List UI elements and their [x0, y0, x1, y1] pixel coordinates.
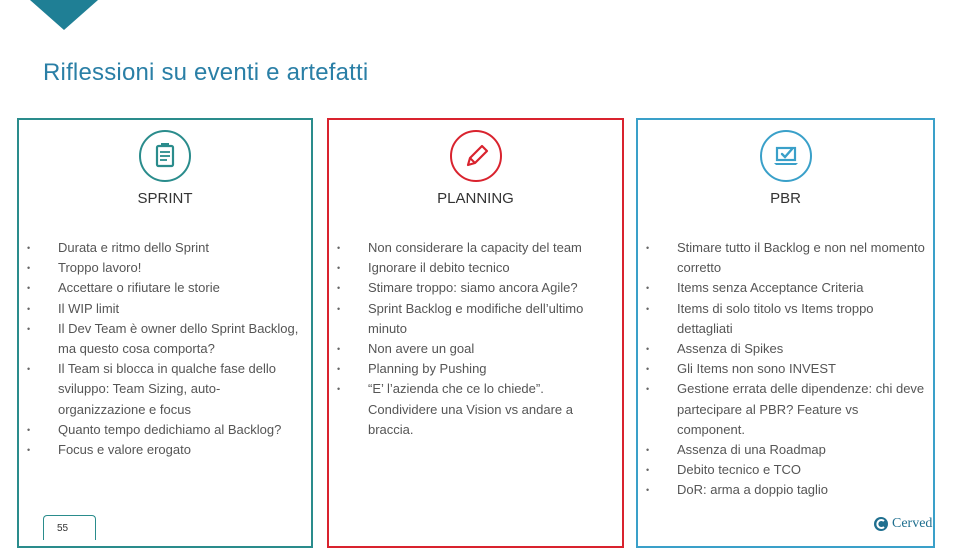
list-item: • Gestione errata delle dipendenze: chi deve partecipare al PBR? Feature vs component.: [646, 379, 926, 440]
list-item: • Gli Items non sono INVEST: [646, 359, 926, 379]
list-item: • Stimare troppo: siamo ancora Agile?: [337, 278, 612, 298]
list-item: • Quanto tempo dedichiamo al Backlog?: [27, 420, 302, 440]
list-item: • Stimare tutto il Backlog e non nel momento corretto: [646, 238, 926, 278]
list-item: • Assenza di Spikes: [646, 339, 926, 359]
list-item: • Focus e valore erogato: [27, 440, 302, 460]
list-item: • Sprint Backlog e modifiche dell’ultimo minuto: [337, 299, 612, 339]
pbr-card: [636, 118, 935, 548]
logo-text: Cerved: [892, 516, 933, 531]
list-item: • Debito tecnico e TCO: [646, 460, 926, 480]
cerved-logo: [873, 514, 932, 534]
laptop-check-icon: [760, 130, 812, 182]
sprint-title: SPRINT: [137, 190, 193, 207]
list-item: • DoR: arma a doppio taglio: [646, 480, 926, 500]
list-item: • Accettare o rifiutare le storie: [27, 278, 302, 298]
list-item: • Il WIP limit: [27, 299, 302, 319]
planning-title: PLANNING: [437, 190, 514, 207]
pbr-title: PBR: [770, 190, 801, 207]
sprint-list: [27, 238, 302, 460]
sprint-card: [17, 118, 313, 548]
list-item: • Non considerare la capacity del team: [337, 238, 612, 258]
list-item: • Il Dev Team è owner dello Sprint Backlog, ma questo cosa comporta?: [27, 319, 302, 359]
corner-decoration: [30, 0, 98, 30]
list-item: • Planning by Pushing: [337, 359, 612, 379]
list-item: • Ignorare il debito tecnico: [337, 258, 612, 278]
planning-card: [327, 118, 624, 548]
list-item: • Non avere un goal: [337, 339, 612, 359]
page-number-tab: [43, 515, 96, 540]
list-item: • Items di solo titolo vs Items troppo dettagliati: [646, 299, 926, 339]
list-item: • Il Team si blocca in qualche fase dello sviluppo: Team Sizing, auto-organizzazione e focus: [27, 359, 302, 420]
list-item: • Items senza Acceptance Criteria: [646, 278, 926, 298]
list-item: • Durata e ritmo dello Sprint: [27, 238, 302, 258]
planning-list: [337, 238, 612, 440]
logo-mark-icon: [873, 516, 889, 532]
pencil-icon: [450, 130, 502, 182]
pbr-list: [646, 238, 926, 501]
clipboard-icon: [139, 130, 191, 182]
list-item: • “E’ l’azienda che ce lo chiede”. Condividere una Vision vs andare a braccia.: [337, 379, 612, 440]
slide-title: Riflessioni su eventi e artefatti: [43, 59, 369, 87]
list-item: • Troppo lavoro!: [27, 258, 302, 278]
list-item: • Assenza di una Roadmap: [646, 440, 926, 460]
page-number: 55: [57, 523, 69, 534]
